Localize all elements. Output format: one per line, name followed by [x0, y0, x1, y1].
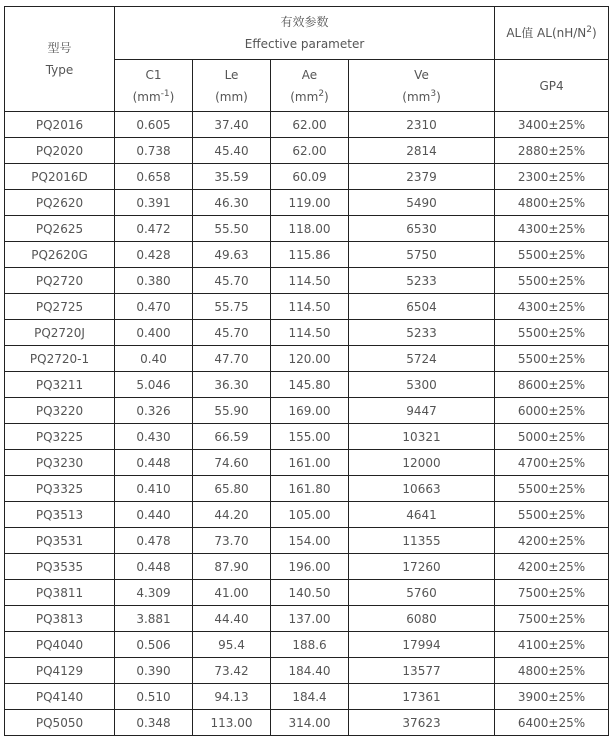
- ve-cell: 4641: [349, 502, 495, 528]
- ve-cell: 5490: [349, 190, 495, 216]
- c1-cell: 0.428: [115, 242, 193, 268]
- al-cell: 2880±25%: [495, 138, 609, 164]
- type-cell: PQ2016: [5, 112, 115, 138]
- c1-cell: 0.448: [115, 554, 193, 580]
- ve-cell: 2379: [349, 164, 495, 190]
- al-cell: 5500±25%: [495, 346, 609, 372]
- c1-cell: 0.430: [115, 424, 193, 450]
- le-cell: 44.40: [193, 606, 271, 632]
- ve-cell: 10663: [349, 476, 495, 502]
- ae-cell: 115.86: [271, 242, 349, 268]
- table-row: [5, 320, 609, 346]
- type-cell: PQ2020: [5, 138, 115, 164]
- ae-cell: 161.00: [271, 450, 349, 476]
- le-cell: 41.00: [193, 580, 271, 606]
- c1-cell: 0.472: [115, 216, 193, 242]
- le-cell: 45.70: [193, 268, 271, 294]
- ae-cell: 114.50: [271, 268, 349, 294]
- le-cell: 46.30: [193, 190, 271, 216]
- type-cell: PQ2725: [5, 294, 115, 320]
- type-cell: PQ2016D: [5, 164, 115, 190]
- al-cell: 2300±25%: [495, 164, 609, 190]
- ae-header: [271, 60, 349, 112]
- ae-cell: 145.80: [271, 372, 349, 398]
- ae-cell: 60.09: [271, 164, 349, 190]
- type-cell: PQ3211: [5, 372, 115, 398]
- ve-cell: 5724: [349, 346, 495, 372]
- effective-parameter-header: [115, 7, 495, 60]
- c1-cell: 0.380: [115, 268, 193, 294]
- ae-cell: 114.50: [271, 294, 349, 320]
- core-parameter-table: [4, 6, 609, 736]
- le-cell: 55.50: [193, 216, 271, 242]
- le-cell: 55.75: [193, 294, 271, 320]
- type-cell: PQ4140: [5, 684, 115, 710]
- c1-unit: [115, 86, 192, 108]
- type-cell: PQ3811: [5, 580, 115, 606]
- type-header-cell: [5, 7, 115, 112]
- ae-cell: 137.00: [271, 606, 349, 632]
- ae-cell: 120.00: [271, 346, 349, 372]
- ve-cell: 5750: [349, 242, 495, 268]
- header-row-top: [5, 7, 609, 60]
- effective-parameter-en: Effective parameter: [244, 37, 365, 51]
- ae-cell: 161.80: [271, 476, 349, 502]
- table-row: [5, 164, 609, 190]
- ae-unit-suffix: ): [324, 89, 329, 104]
- al-cell: 5000±25%: [495, 424, 609, 450]
- table-row: [5, 710, 609, 736]
- ae-cell: 114.50: [271, 320, 349, 346]
- c1-unit-suffix: ): [169, 89, 175, 104]
- ve-cell: 6530: [349, 216, 495, 242]
- c1-cell: 0.658: [115, 164, 193, 190]
- table-row: [5, 476, 609, 502]
- al-cell: 3900±25%: [495, 684, 609, 710]
- al-value-sup: 2: [586, 25, 593, 35]
- c1-cell: 0.390: [115, 658, 193, 684]
- ae-cell: 140.50: [271, 580, 349, 606]
- ve-cell: 6080: [349, 606, 495, 632]
- type-cell: PQ3531: [5, 528, 115, 554]
- type-cell: PQ3220: [5, 398, 115, 424]
- ae-cell: 119.00: [271, 190, 349, 216]
- al-cell: 6400±25%: [495, 710, 609, 736]
- al-cell: 4800±25%: [495, 658, 609, 684]
- table-row: [5, 398, 609, 424]
- table-row: [5, 216, 609, 242]
- al-cell: 4200±25%: [495, 528, 609, 554]
- table-row: [5, 528, 609, 554]
- c1-cell: 3.881: [115, 606, 193, 632]
- table-row: [5, 450, 609, 476]
- type-header-cn: 型号: [47, 41, 72, 55]
- table-row: [5, 190, 609, 216]
- al-cell: 5500±25%: [495, 320, 609, 346]
- ve-cell: 5300: [349, 372, 495, 398]
- al-cell: 8600±25%: [495, 372, 609, 398]
- ve-cell: 5233: [349, 268, 495, 294]
- ae-cell: 184.4: [271, 684, 349, 710]
- ve-unit-prefix: (mm: [402, 89, 431, 104]
- c1-cell: 0.738: [115, 138, 193, 164]
- ve-label: Ve: [414, 67, 429, 82]
- ve-cell: 17994: [349, 632, 495, 658]
- ae-cell: 154.00: [271, 528, 349, 554]
- c1-cell: 0.326: [115, 398, 193, 424]
- table-row: [5, 242, 609, 268]
- le-cell: 95.4: [193, 632, 271, 658]
- c1-cell: 0.348: [115, 710, 193, 736]
- ve-cell: 17260: [349, 554, 495, 580]
- le-cell: 65.80: [193, 476, 271, 502]
- table-row: [5, 684, 609, 710]
- ve-cell: 11355: [349, 528, 495, 554]
- ve-cell: 2814: [349, 138, 495, 164]
- ae-cell: 196.00: [271, 554, 349, 580]
- ae-label: Ae: [301, 67, 318, 82]
- le-cell: 36.30: [193, 372, 271, 398]
- type-cell: PQ2720: [5, 268, 115, 294]
- al-cell: 7500±25%: [495, 580, 609, 606]
- c1-unit-prefix: (mm: [132, 89, 161, 104]
- ae-cell: 62.00: [271, 112, 349, 138]
- type-cell: PQ2625: [5, 216, 115, 242]
- ve-unit-sup: 3: [430, 88, 437, 99]
- table-row: [5, 606, 609, 632]
- al-cell: 5500±25%: [495, 242, 609, 268]
- al-value-header: [495, 7, 609, 60]
- table-row: [5, 138, 609, 164]
- ve-cell: 9447: [349, 398, 495, 424]
- c1-unit-sup: -1: [160, 88, 170, 99]
- le-cell: 35.59: [193, 164, 271, 190]
- ve-cell: 17361: [349, 684, 495, 710]
- type-cell: PQ2720J: [5, 320, 115, 346]
- c1-header: [115, 60, 193, 112]
- ae-cell: 314.00: [271, 710, 349, 736]
- al-cell: 4100±25%: [495, 632, 609, 658]
- le-cell: 73.70: [193, 528, 271, 554]
- ae-cell: 62.00: [271, 138, 349, 164]
- gp4-header: GP4: [495, 60, 609, 112]
- effective-parameter-cn: 有效参数: [280, 15, 329, 29]
- le-cell: 87.90: [193, 554, 271, 580]
- le-cell: 74.60: [193, 450, 271, 476]
- c1-cell: 0.478: [115, 528, 193, 554]
- c1-cell: 4.309: [115, 580, 193, 606]
- le-cell: 113.00: [193, 710, 271, 736]
- ve-cell: 37623: [349, 710, 495, 736]
- type-cell: PQ2620G: [5, 242, 115, 268]
- al-cell: 5500±25%: [495, 476, 609, 502]
- ae-cell: 105.00: [271, 502, 349, 528]
- table-row: [5, 502, 609, 528]
- c1-cell: 0.510: [115, 684, 193, 710]
- le-cell: 66.59: [193, 424, 271, 450]
- ae-cell: 155.00: [271, 424, 349, 450]
- ae-cell: 188.6: [271, 632, 349, 658]
- type-header-en: Type: [45, 63, 74, 77]
- le-cell: 44.20: [193, 502, 271, 528]
- c1-label: C1: [145, 67, 162, 82]
- type-cell: PQ2720-1: [5, 346, 115, 372]
- le-cell: 37.40: [193, 112, 271, 138]
- table-row: [5, 112, 609, 138]
- type-cell: PQ2620: [5, 190, 115, 216]
- table-row: [5, 372, 609, 398]
- ve-unit: [349, 86, 494, 108]
- ve-cell: 5233: [349, 320, 495, 346]
- table-row: [5, 294, 609, 320]
- le-cell: 94.13: [193, 684, 271, 710]
- ae-cell: 169.00: [271, 398, 349, 424]
- type-cell: PQ4129: [5, 658, 115, 684]
- al-cell: 3400±25%: [495, 112, 609, 138]
- table-row: [5, 268, 609, 294]
- le-label: Le: [224, 67, 239, 82]
- ae-cell: 184.40: [271, 658, 349, 684]
- ve-unit-suffix: ): [436, 89, 441, 104]
- al-cell: 4800±25%: [495, 190, 609, 216]
- ae-unit: [271, 86, 348, 108]
- al-cell: 4200±25%: [495, 554, 609, 580]
- al-cell: 4300±25%: [495, 216, 609, 242]
- c1-cell: 0.470: [115, 294, 193, 320]
- le-cell: 45.40: [193, 138, 271, 164]
- le-cell: 55.90: [193, 398, 271, 424]
- type-cell: PQ3225: [5, 424, 115, 450]
- ae-unit-prefix: (mm: [290, 89, 319, 104]
- type-cell: PQ3513: [5, 502, 115, 528]
- c1-cell: 0.440: [115, 502, 193, 528]
- table-row: [5, 632, 609, 658]
- c1-cell: 0.391: [115, 190, 193, 216]
- al-cell: 4300±25%: [495, 294, 609, 320]
- c1-cell: 0.506: [115, 632, 193, 658]
- table-row: [5, 658, 609, 684]
- le-cell: 73.42: [193, 658, 271, 684]
- table-row: [5, 346, 609, 372]
- ae-cell: 118.00: [271, 216, 349, 242]
- al-cell: 6000±25%: [495, 398, 609, 424]
- le-header: [193, 60, 271, 112]
- ae-unit-sup: 2: [318, 88, 325, 99]
- c1-cell: 0.400: [115, 320, 193, 346]
- le-cell: 47.70: [193, 346, 271, 372]
- table-row: [5, 580, 609, 606]
- spec-table-container: [4, 6, 609, 736]
- c1-cell: 5.046: [115, 372, 193, 398]
- al-cell: 5500±25%: [495, 268, 609, 294]
- c1-cell: 0.448: [115, 450, 193, 476]
- ve-cell: 2310: [349, 112, 495, 138]
- c1-cell: 0.410: [115, 476, 193, 502]
- type-cell: PQ4040: [5, 632, 115, 658]
- ve-cell: 5760: [349, 580, 495, 606]
- table-row: [5, 554, 609, 580]
- ve-header: [349, 60, 495, 112]
- ve-cell: 6504: [349, 294, 495, 320]
- type-cell: PQ3813: [5, 606, 115, 632]
- c1-cell: 0.605: [115, 112, 193, 138]
- type-cell: PQ3535: [5, 554, 115, 580]
- table-row: [5, 424, 609, 450]
- al-value-label: AL值 AL(nH/N: [506, 26, 587, 40]
- type-cell: PQ5050: [5, 710, 115, 736]
- le-cell: 49.63: [193, 242, 271, 268]
- ve-cell: 10321: [349, 424, 495, 450]
- le-cell: 45.70: [193, 320, 271, 346]
- al-cell: 4700±25%: [495, 450, 609, 476]
- type-cell: PQ3325: [5, 476, 115, 502]
- type-cell: PQ3230: [5, 450, 115, 476]
- ve-cell: 13577: [349, 658, 495, 684]
- al-cell: 7500±25%: [495, 606, 609, 632]
- c1-cell: 0.40: [115, 346, 193, 372]
- al-cell: 5500±25%: [495, 502, 609, 528]
- le-unit: (mm): [215, 89, 248, 104]
- al-value-suffix: ): [592, 26, 597, 40]
- ve-cell: 12000: [349, 450, 495, 476]
